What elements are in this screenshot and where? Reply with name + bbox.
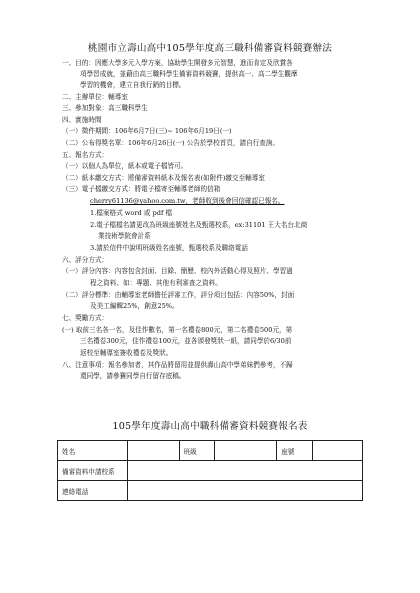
text-line-11: （二）紙本繳交方式：將備審資料紙本及報名表(如附件)繳交至輔導室 bbox=[62, 174, 265, 182]
table-row bbox=[58, 461, 363, 481]
text-line-24: (一) 取前三名各一名，及佳作數名，第一名禮卷800元，第二名禮卷500元，第 bbox=[62, 326, 293, 334]
school-field[interactable] bbox=[127, 461, 362, 481]
form-title: 105學年度壽山高中職科備審資料競賽報名表 bbox=[112, 421, 308, 432]
text-line-10: （一）以個人為單位，紙本或電子檔皆可。 bbox=[62, 162, 188, 170]
text-line-26: 返校至輔導室簽收禮卷及獎狀。 bbox=[80, 349, 173, 357]
table-row bbox=[58, 481, 363, 501]
text-line-5: 三、參加對象：高三職科學生 bbox=[62, 104, 148, 112]
text-line-12: （三）電子檔繳交方式：將電子檔寄至輔導老師的信箱 bbox=[62, 185, 221, 193]
text-line-8: （二）公布得獎名單：106年6月26日(一) 公告於學校首頁，請自行查詢。 bbox=[62, 139, 280, 147]
text-line-21: （二）評分標準：由輔導室老師擔任評審工作，評分項目包括：內容50%，封面 bbox=[62, 291, 295, 299]
text-line-18: 六、評分方式： bbox=[62, 256, 109, 264]
text-line-28: 還同學，請參賽同學自行留存底稿。 bbox=[80, 372, 186, 380]
text-line-16: 業技術學院會計系 bbox=[98, 232, 151, 240]
registration-form-table bbox=[57, 440, 363, 501]
phone-field[interactable] bbox=[127, 481, 362, 501]
text-line-1: 一、目的：因應大學多元入學方案，協助學生開發多元智慧，進而肯定及欣賞各 bbox=[62, 59, 293, 67]
class-label: 班級 bbox=[179, 441, 215, 461]
text-line-22: 及美工編輯25%，創意25%。 bbox=[90, 302, 179, 310]
text-line-4: 二、主辦單位：輔導室 bbox=[62, 93, 128, 101]
text-line-6: 四、實施時間 bbox=[62, 116, 102, 124]
text-line-7: （一）徵件期間：106年6月7日(三)~ 106年6月19日(一) bbox=[62, 127, 232, 135]
name-label: 姓名 bbox=[58, 441, 128, 461]
seat-field[interactable] bbox=[313, 441, 363, 461]
document-title: 桃園市立壽山高中105學年度高三職科備審資料競賽辦法 bbox=[87, 43, 333, 54]
text-line-17: 3.請於信件中說明班級姓名座號，甄選校系及聯絡電話 bbox=[90, 244, 248, 252]
name-field[interactable] bbox=[127, 441, 179, 461]
text-line-19: （一）評分內容：內容包含封面、目錄、簡歷、校內外活動心得及照片、學習過 bbox=[62, 267, 293, 275]
text-line-9: 五、報名方式： bbox=[62, 151, 109, 159]
class-field[interactable] bbox=[215, 441, 277, 461]
text-line-15: 2.電子檔檔名請更改為班級座號姓名及甄選校系，ex:31101 王大名台北商 bbox=[90, 221, 308, 229]
table-row bbox=[58, 441, 363, 461]
text-line-27: 八、注意事項：報名參加者，其作品將留用並提供壽山高中學弟妹們參考，不歸 bbox=[62, 361, 293, 369]
text-line-3: 學習的機會，建立自我行銷的目標。 bbox=[80, 81, 186, 89]
seat-label: 座號 bbox=[277, 441, 313, 461]
text-line-23: 七、獎勵方式： bbox=[62, 314, 109, 322]
email-line[interactable]: cherry61136@yahoo.com.tw，老師收到後會回信確認已報名。 bbox=[90, 197, 285, 205]
school-label: 備審資料申請校系 bbox=[58, 461, 128, 481]
text-line-2: 項學習成就，並藉由高三職科學生備審資料競賽，提供高一、高二學生觀摩 bbox=[80, 70, 298, 78]
text-line-14: 1.檔案格式 word 或 pdf 檔 bbox=[90, 209, 173, 217]
text-line-20: 程之資料、如：專題、其他有利審查之資料。 bbox=[90, 279, 222, 287]
text-line-25: 三名禮卷300元，佳作禮卷100元，並各頒發獎狀一紙，請同學於6/30前 bbox=[80, 337, 292, 345]
phone-label: 連絡電話 bbox=[58, 481, 128, 501]
